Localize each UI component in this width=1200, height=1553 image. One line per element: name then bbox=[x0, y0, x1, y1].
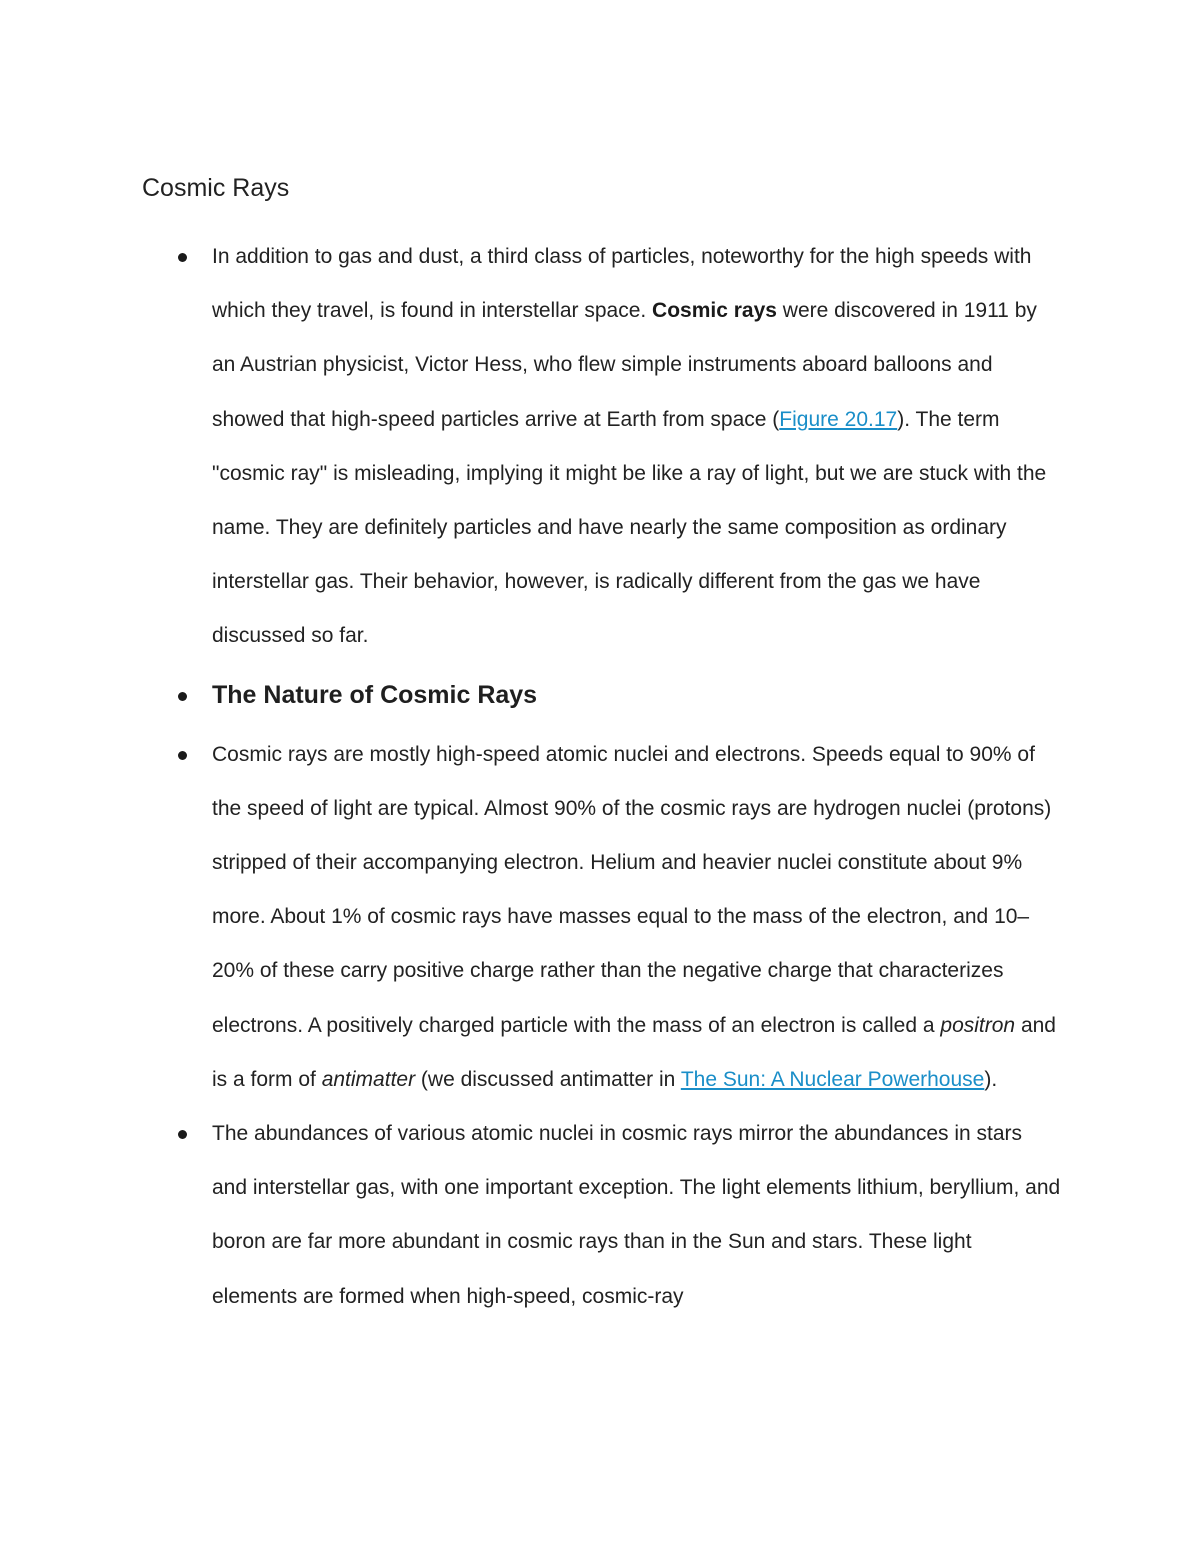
bullet-list bbox=[0, 230, 1200, 1324]
bullet-text: ). The term "cosmic ray" is misleading, implying it might be like a ray of light, but we are stuck with the name. They are definitely particles and have nearly the same composition as ordinary interstellar gas. Their behavior, however, is radically different from the gas we have discussed so far. bbox=[212, 407, 1047, 648]
bullet-text: and is a form of bbox=[212, 1013, 1056, 1091]
bullet-text: ). bbox=[984, 1067, 998, 1091]
bullet-text: Cosmic rays are mostly high-speed atomic nuclei and electrons. Speeds equal to 90% of the speed of light are typical. Almost 90% of the cosmic rays are hydrogen nuclei (protons) stripped of their accompanying electron. Helium and heavier nuclei constitute about 9% more. About 1% of cosmic rays have masses equal to the mass of the electron, and 10–20% of these carry positive charge rather than the negative charge that characterizes electrons. A positively charged particle with the mass of an electron is called a bbox=[212, 742, 1052, 1037]
italic-term: positron bbox=[940, 1013, 1016, 1037]
figure-link[interactable]: Figure 20.17 bbox=[779, 407, 898, 431]
section-heading: The Nature of Cosmic Rays bbox=[212, 680, 538, 709]
bullet-text: The abundances of various atomic nuclei in cosmic rays mirror the abundances in stars and interstellar gas, with one important exception. The light elements lithium, beryllium, and boron are far more abundant in cosmic rays than in the Sun and stars. These light elements are formed when high-speed, cosmic-ray bbox=[212, 1122, 1061, 1308]
bullet-icon bbox=[178, 253, 187, 262]
section-heading-item bbox=[0, 666, 1062, 724]
document-title: Cosmic Rays bbox=[142, 174, 290, 202]
bullet-icon bbox=[178, 751, 187, 760]
italic-term: antimatter bbox=[321, 1067, 416, 1091]
bullet-text: were discovered in 1911 by an Austrian physicist, Victor Hess, who flew simple instruments aboard balloons and showed that high-speed particles arrive at Earth from space ( bbox=[212, 299, 1037, 431]
list-item bbox=[0, 728, 1062, 1107]
list-item bbox=[0, 230, 1062, 664]
chapter-link[interactable]: The Sun: A Nuclear Powerhouse bbox=[680, 1067, 985, 1091]
bold-term: Cosmic rays bbox=[652, 299, 777, 323]
bullet-text: In addition to gas and dust, a third class of particles, noteworthy for the high speeds with which they travel, is found in interstellar space. bbox=[212, 245, 1032, 323]
bullet-icon bbox=[178, 692, 187, 701]
bullet-text: (we discussed antimatter in bbox=[415, 1067, 681, 1091]
bullet-icon bbox=[178, 1130, 187, 1139]
list-item bbox=[0, 1107, 1062, 1324]
